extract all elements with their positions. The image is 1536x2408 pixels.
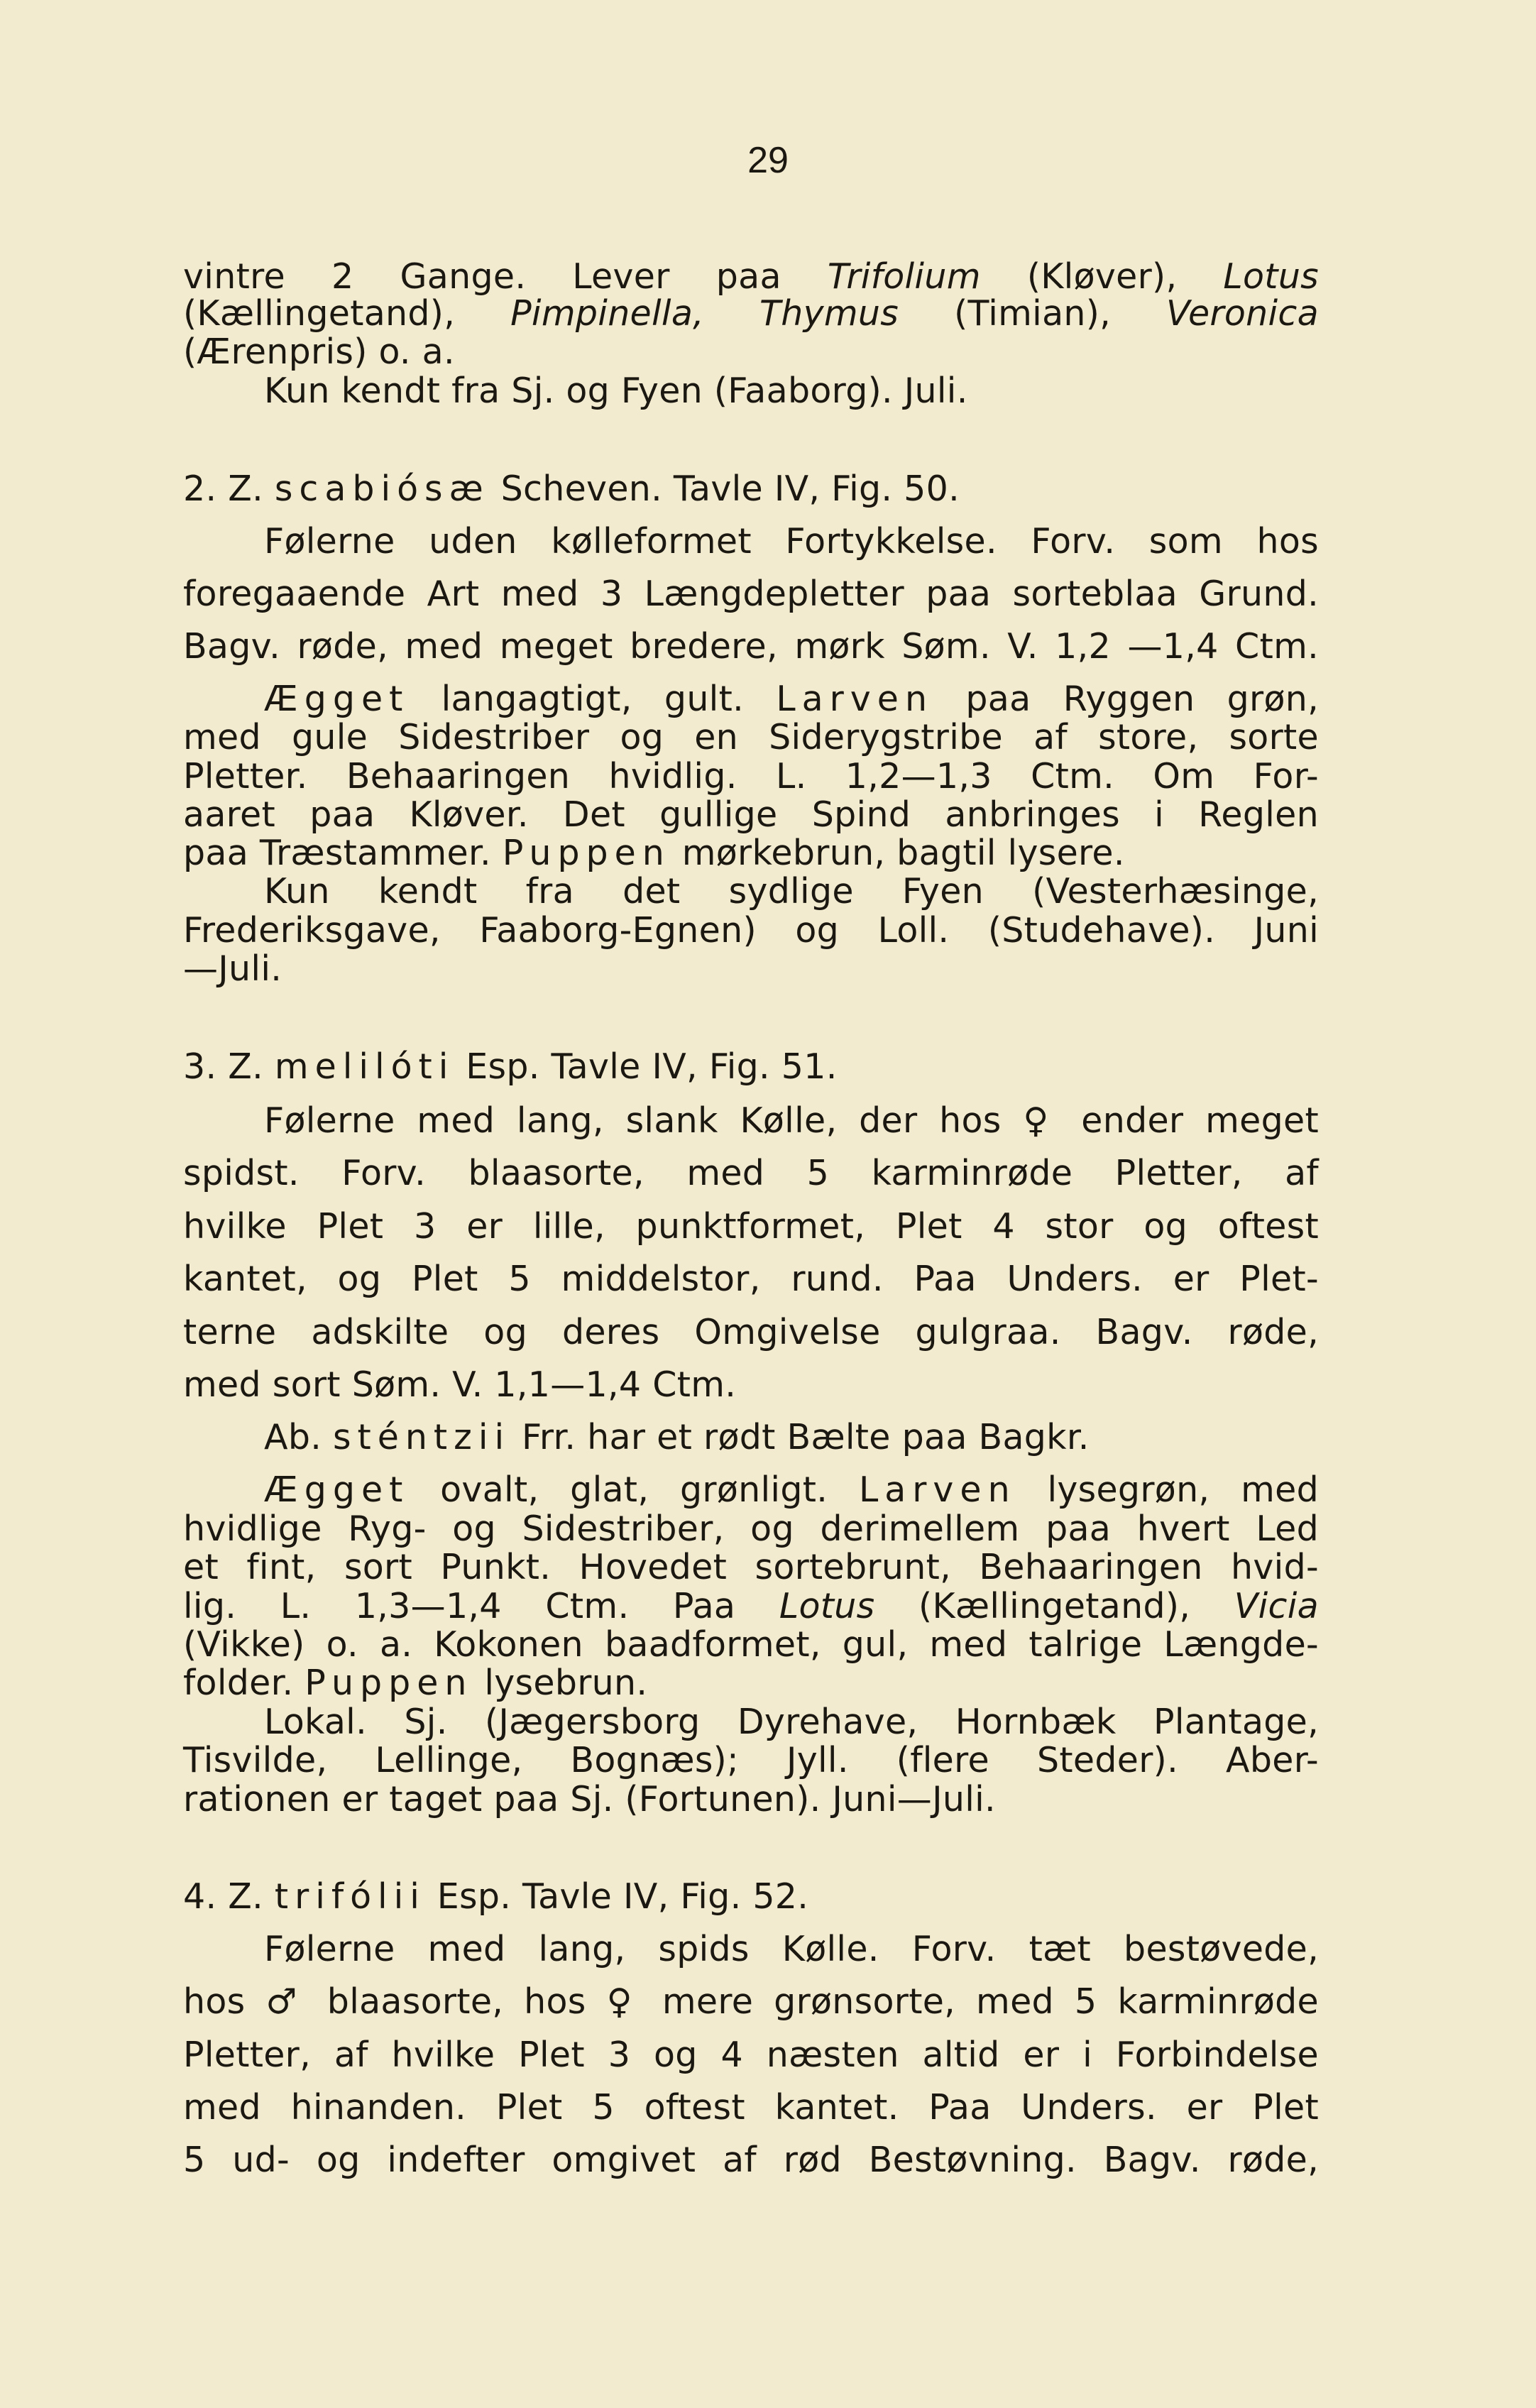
text-run: (Kællingetand), bbox=[183, 293, 511, 334]
text-run: 3. Z. bbox=[183, 1046, 275, 1087]
text-run: Esp. Tavle IV, Fig. 51. bbox=[454, 1046, 838, 1087]
text-run: mørkebrun, bagtil lysere. bbox=[670, 833, 1125, 873]
text-run: Følerne med lang, spids Kølle. Forv. tæt bestøvede, bbox=[264, 1929, 1319, 1969]
text-run: —Juli. bbox=[183, 948, 282, 989]
text-run: Kun kendt fra det sydlige Fyen (Vesterhæsinge, bbox=[264, 871, 1319, 912]
text-run: lig. L. 1,3—1,4 Ctm. Paa bbox=[183, 1586, 779, 1626]
italic-text: Vicia bbox=[1234, 1586, 1319, 1626]
text-run: lysegrøn, med bbox=[1016, 1470, 1320, 1510]
text-run: folder. bbox=[183, 1663, 305, 1703]
text-run: (Timian), bbox=[899, 293, 1167, 334]
spaced-text: sténtzii bbox=[332, 1417, 511, 1457]
text-run: med hinanden. Plet 5 oftest kantet. Paa Unders. er Plet bbox=[183, 2087, 1319, 2128]
italic-text: Lotus bbox=[1223, 256, 1319, 297]
text-run: 4. Z. bbox=[183, 1876, 275, 1917]
text-run: med gule Sidestriber og en Siderygstribe af store, sorte bbox=[183, 717, 1319, 757]
sex-symbol: ♂ bbox=[265, 1981, 307, 2022]
text-run: Tisvilde, Lellinge, Bognæs); Jyll. (flere Steder). Aber- bbox=[183, 1740, 1319, 1780]
text-run: Esp. Tavle IV, Fig. 52. bbox=[425, 1876, 809, 1917]
text-run: aaret paa Kløver. Det gullige Spind anbringes i Reglen bbox=[183, 794, 1319, 835]
text-run: Følerne uden kølleformet Fortykkelse. Forv. som hos bbox=[264, 521, 1319, 562]
text-run: Bagv. røde, med meget bredere, mørk Søm. V. 1,2 —1,4 Ctm. bbox=[183, 626, 1319, 667]
spaced-text: scabiósæ bbox=[274, 469, 490, 509]
text-run: rationen er taget paa Sj. (Fortunen). Juni—Juli. bbox=[183, 1779, 996, 1819]
spaced-text: Larven bbox=[776, 679, 933, 719]
spaced-text: Puppen bbox=[305, 1663, 473, 1703]
text-run: blaasorte, hos bbox=[306, 1981, 607, 2022]
text-run: Pletter, af hvilke Plet 3 og 4 næsten altid er i Forbindelse bbox=[183, 2035, 1319, 2075]
text-run: Scheven. Tavle IV, Fig. 50. bbox=[489, 469, 960, 509]
text-run: mere grønsorte, med 5 karminrøde bbox=[641, 1981, 1319, 2022]
spaced-text: trifólii bbox=[274, 1876, 426, 1917]
text-run: hvidlige Ryg- og Sidestriber, og derimellem paa hvert Led bbox=[183, 1509, 1319, 1549]
text-run: kantet, og Plet 5 middelstor, rund. Paa Unders. er Plet- bbox=[183, 1259, 1319, 1299]
spaced-text: Ægget bbox=[264, 1470, 410, 1510]
text-run: Ab. bbox=[264, 1417, 333, 1457]
spaced-text: Larven bbox=[858, 1470, 1016, 1510]
spaced-text: melilóti bbox=[274, 1046, 455, 1087]
sex-symbol: ♀ bbox=[1023, 1100, 1060, 1141]
text-run: lysebrun. bbox=[473, 1663, 648, 1703]
italic-text: Veronica bbox=[1166, 293, 1319, 334]
text-run: (Ærenpris) o. a. bbox=[183, 332, 455, 372]
text-run: spidst. Forv. blaasorte, med 5 karminrøde Pletter, af bbox=[183, 1153, 1319, 1193]
text-run: hos bbox=[183, 1981, 266, 2022]
italic-text: Pimpinella, Thymus bbox=[510, 293, 899, 334]
text-run: (Kællingetand), bbox=[874, 1586, 1234, 1626]
text-run: paa Træstammer. bbox=[183, 833, 503, 873]
text-run: med sort Søm. V. 1,1—1,4 Ctm. bbox=[183, 1364, 737, 1405]
text-run: ovalt, glat, grønligt. bbox=[409, 1470, 859, 1510]
spaced-text: Ægget bbox=[264, 679, 410, 719]
text-run: paa Ryggen grøn, bbox=[933, 679, 1319, 719]
page-number: 29 bbox=[747, 140, 789, 181]
text-run: 5 ud- og indefter omgivet af rød Bestøvning. Bagv. røde, bbox=[183, 2140, 1319, 2180]
sex-symbol: ♀ bbox=[606, 1981, 642, 2022]
text-run: (Kløver), bbox=[980, 256, 1224, 297]
text-run: Lokal. Sj. (Jægersborg Dyrehave, Hornbæk Plantage, bbox=[264, 1702, 1319, 1742]
text-run: (Vikke) o. a. Kokonen baadformet, gul, med talrige Længde- bbox=[183, 1624, 1319, 1665]
text-run: langagtigt, gult. bbox=[409, 679, 777, 719]
italic-text: Trifolium bbox=[827, 256, 981, 297]
text-run: Pletter. Behaaringen hvidlig. L. 1,2—1,3 Ctm. Om For- bbox=[183, 756, 1319, 797]
text-run: 2. Z. bbox=[183, 469, 275, 509]
text-run: Kun kendt fra Sj. og Fyen (Faaborg). Juli. bbox=[264, 371, 968, 411]
text-run: Følerne med lang, slank Kølle, der hos bbox=[264, 1100, 1024, 1141]
text-run: vintre 2 Gange. Lever paa bbox=[183, 256, 828, 297]
text-run: ender meget bbox=[1059, 1100, 1319, 1141]
text-run: foregaaende Art med 3 Længdepletter paa sorteblaa Grund. bbox=[183, 574, 1319, 614]
text-run: et fint, sort Punkt. Hovedet sortebrunt, Behaaringen hvid- bbox=[183, 1547, 1319, 1587]
italic-text: Lotus bbox=[779, 1586, 875, 1626]
text-run: terne adskilte og deres Omgivelse gulgraa. Bagv. røde, bbox=[183, 1312, 1319, 1352]
text-run: Frederiksgave, Faaborg-Egnen) og Loll. (Studehave). Juni bbox=[183, 910, 1319, 951]
text-run: Frr. har et rødt Bælte paa Bagkr. bbox=[510, 1417, 1090, 1457]
spaced-text: Puppen bbox=[502, 833, 671, 873]
text-run: hvilke Plet 3 er lille, punktformet, Plet 4 stor og oftest bbox=[183, 1206, 1319, 1247]
